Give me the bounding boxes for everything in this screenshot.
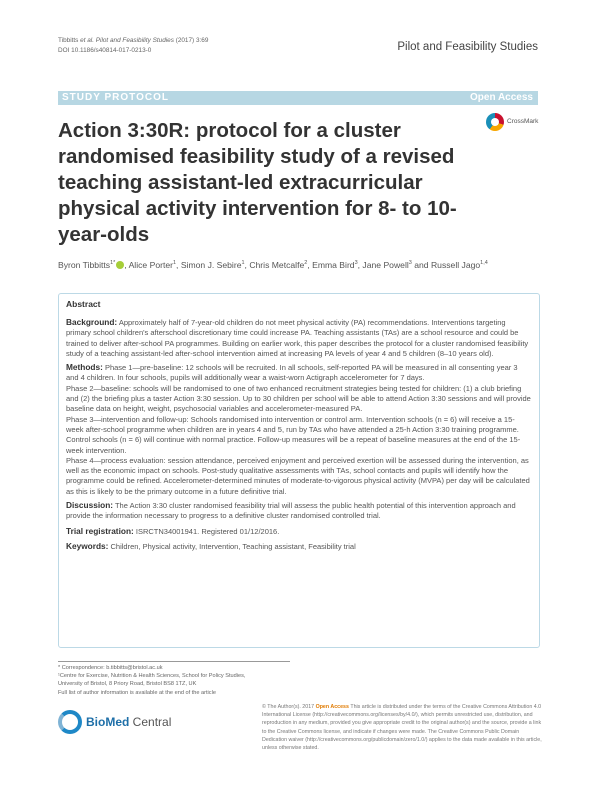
author-affil: 1 bbox=[241, 260, 245, 267]
section-text: Phase 1—pre-baseline: 12 schools will be recruited. In all schools, self-reported PA will be measured in all consenting year 3 and 4 children. In four schools, pupils will additionally wear a waist-worn Actigraph accelerometer for 7 days. bbox=[66, 363, 518, 383]
affiliation-line: University of Bristol, 8 Priory Road, Bristol BS8 1TZ, UK bbox=[58, 681, 197, 688]
article-type-banner bbox=[58, 91, 538, 105]
section-label: Methods: bbox=[66, 362, 103, 373]
doi: DOI 10.1186/s40814-017-0213-0 bbox=[58, 47, 152, 54]
affiliation-line: ¹Centre for Exercise, Nutrition & Health Sciences, School for Policy Studies, bbox=[58, 673, 246, 680]
author-affil: 1* bbox=[110, 260, 116, 267]
open-access-label: Open Access bbox=[470, 92, 533, 103]
author-name[interactable]: Byron Tibbitts bbox=[58, 260, 111, 270]
author-affil: 1 bbox=[172, 260, 177, 267]
biomed-central-icon bbox=[58, 710, 82, 734]
section-text: Children, Physical activity, Intervention, Teaching assistant, Feasibility trial bbox=[108, 541, 356, 551]
author-affil: 2 bbox=[304, 260, 308, 267]
author-name[interactable]: , Simon J. Sebire bbox=[176, 260, 242, 270]
license-prefix: © The Author(s). 2017 bbox=[262, 704, 316, 710]
citation-authors: Tibbitts bbox=[58, 37, 81, 44]
section-text: Approximately half of 7-year-old children do not meet physical activity (PA) recommendations. Interventions targeting primary school children's afterschool discretionary time could increase PA. Teaching assistants (TAs) are a school resource and could be trained to deliver after-school PA programmes. Building on earlier work, this paper describes the protocol for a cluster randomised feasibility study of a teaching assistant-led after-school intervention aimed at increasing PA levels of year 4 and 5 children (8–10 years old). bbox=[66, 318, 529, 358]
section-label: Keywords: bbox=[66, 540, 109, 551]
license-text bbox=[262, 703, 542, 752]
abstract-keywords bbox=[66, 541, 532, 552]
footnotes bbox=[58, 664, 245, 697]
section-text: The Action 3:30 cluster randomised feasibility trial will assess the public health potential of this intervention approach and provide the information necessary to progress to a definitive cluster randomised controlled trial. bbox=[66, 501, 516, 521]
publisher-name-bold: BioMed bbox=[86, 715, 130, 729]
abstract-methods-phase2: Phase 2—baseline: schools will be randomised to one of two enhanced recruitment strategies being tested for children: (1) a club briefing and (2) the briefing plus a taster Action 3:30 session. Up to 30 children per school will be able to attend Action 3:30 sessions and will provide baseline data on height, weight, psychosocial variables and accelerometer-measured PA. bbox=[66, 383, 531, 414]
author-list bbox=[58, 260, 538, 270]
journal-name: Pilot and Feasibility Studies bbox=[397, 41, 538, 53]
crossmark-icon bbox=[486, 113, 504, 131]
author-name[interactable]: , Jane Powell bbox=[357, 260, 409, 270]
section-label: Discussion: bbox=[66, 500, 114, 511]
author-affil: 3 bbox=[408, 260, 412, 267]
crossmark-label: CrossMark bbox=[507, 118, 539, 125]
publisher-name bbox=[86, 715, 171, 729]
author-name[interactable]: , Emma Bird bbox=[307, 260, 355, 270]
correspondence[interactable]: * Correspondence: b.tibbitts@bristol.ac.uk bbox=[58, 665, 163, 671]
section-label: Background: bbox=[66, 317, 118, 327]
author-name[interactable]: and Russell Jago bbox=[411, 260, 481, 270]
section-text: ISRCTN34001941. Registered 01/12/2016. bbox=[133, 526, 280, 536]
author-affil: 3 bbox=[354, 260, 358, 267]
abstract-background bbox=[66, 317, 532, 359]
publisher-name-rest: Central bbox=[129, 715, 172, 729]
crossmark-badge[interactable] bbox=[486, 113, 540, 133]
citation-journal: et al. Pilot and Feasibility Studies bbox=[80, 37, 174, 44]
abstract-trial-registration bbox=[66, 526, 532, 537]
author-name[interactable]: , Alice Porter bbox=[124, 260, 173, 270]
citation-year: (2017) 3:69 bbox=[173, 37, 209, 44]
license-body: This article is distributed under the terms of the Creative Commons Attribution 4.0 International License (http://creativecommons.org/licenses/by/4.0/), which permits unrestricted use, distribution, and reproduction in any medium, provided you give appropriate credit to the original author(s) and the source, provide a link to the Creative Commons license, and indicate if changes were made. The Creative Commons Public Domain Dedication waiver (http://creativecommons.org/publicdomain/zero/1.0/) applies to the data made available in this article, unless otherwise stated. bbox=[262, 704, 542, 752]
abstract-methods bbox=[66, 362, 532, 384]
author-affil: 1,4 bbox=[480, 260, 488, 267]
publisher-logo[interactable] bbox=[58, 708, 178, 736]
license-open-access: Open Access bbox=[315, 704, 349, 710]
abstract-box bbox=[58, 293, 540, 648]
abstract-heading: Abstract bbox=[66, 299, 101, 309]
article-title: Action 3:30R: protocol for a cluster randomised feasibility study of a revised teaching assistant-led extracurricular physical activity intervention for 8- to 10-year-olds bbox=[58, 119, 457, 246]
abstract-discussion bbox=[66, 500, 532, 522]
footnote-divider bbox=[58, 661, 290, 662]
article-type: STUDY PROTOCOL bbox=[62, 92, 169, 103]
section-label: Trial registration: bbox=[66, 525, 134, 536]
abstract-methods-phase3: Phase 3—intervention and follow-up: Schools randomised into intervention or control arm. Intervention schools (n = 6) will receive a 15-week after-school programme when children are in years 4 and 5, run by TAs who have attended a 25-h Action 3:30 training programme. Control schools (n = 6) will continue with normal practice. Follow-up measures will be a repeat of baseline measures at the end of the 15-week intervention. bbox=[66, 414, 521, 455]
author-info-note: Full list of author information is available at the end of the article bbox=[58, 689, 216, 696]
running-header bbox=[58, 36, 208, 56]
author-name[interactable]: , Chris Metcalfe bbox=[244, 260, 305, 270]
abstract-methods-phase4: Phase 4—process evaluation: session attendance, perceived enjoyment and perceived exertion will be assessed during the intervention, as well as the economic impact on schools. Post-study qualitative assessments with TAs, school contacts and pupils will identify how the programme could be refined. Accelerometer-determined minutes of moderate-to-vigorous physical activity (MVPA) per day will be calculated as this is likely to be the primary outcome in a future definitive trial. bbox=[66, 455, 530, 496]
